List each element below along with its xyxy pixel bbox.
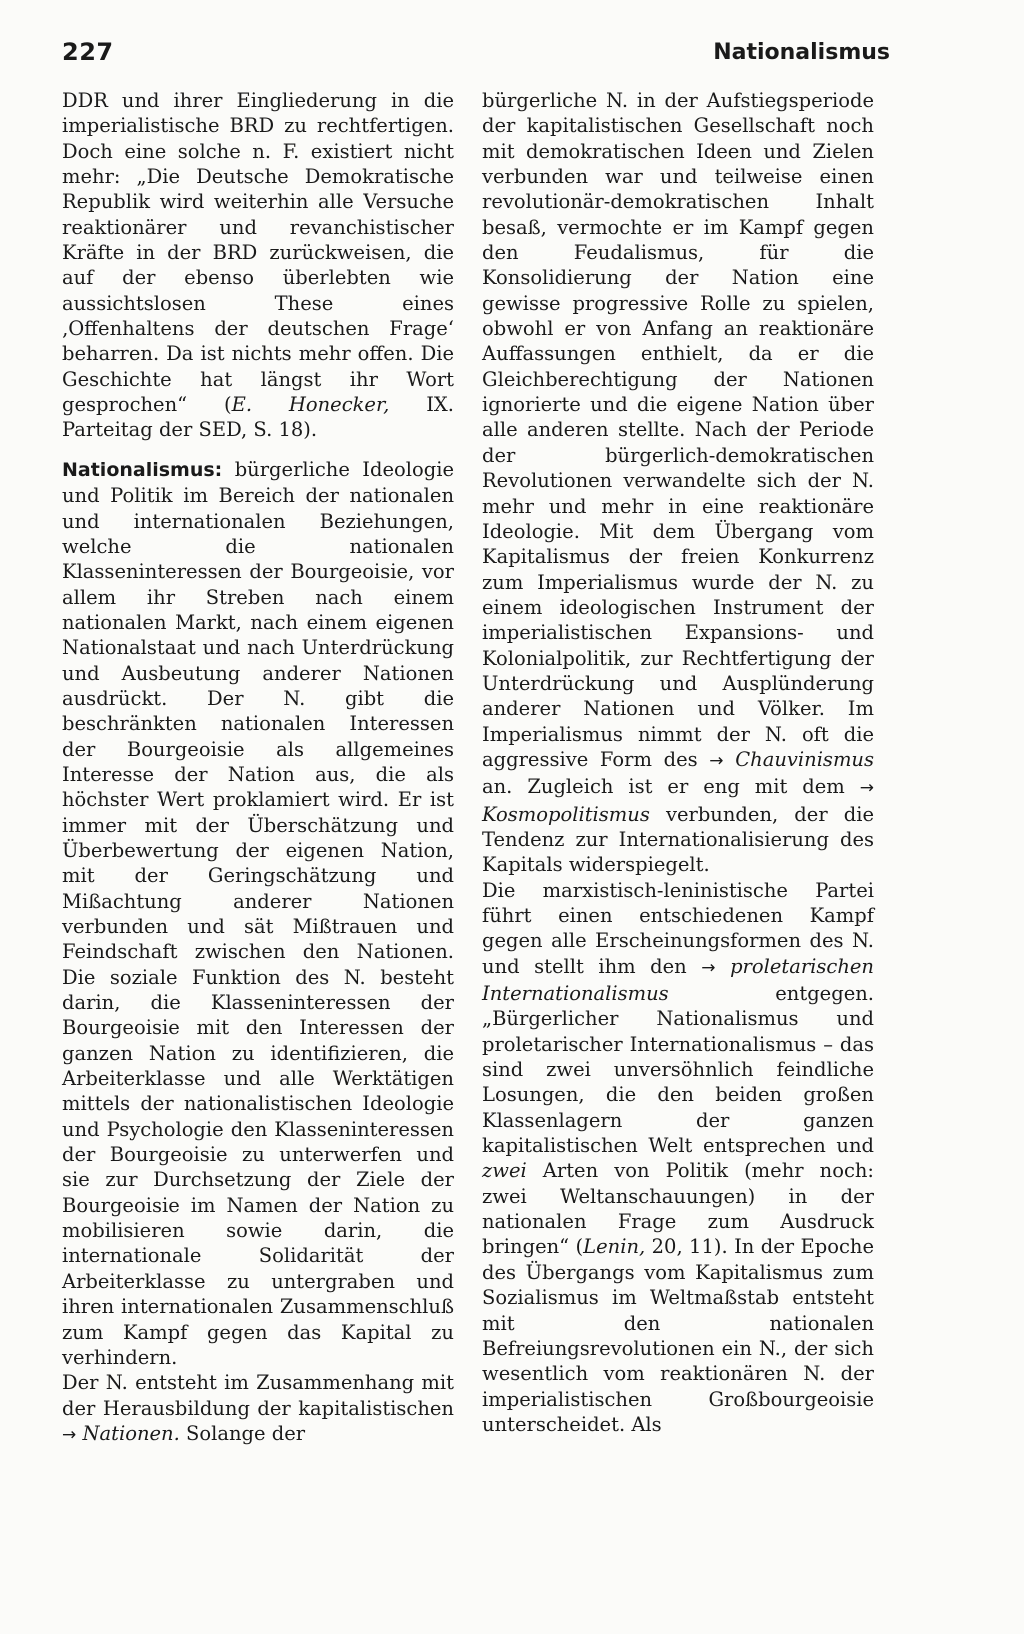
cross-reference-arrow-icon: → [62,1424,77,1445]
emphasis: zwei [482,1159,527,1183]
paragraph [482,878,874,1438]
entry-lemma: Nationalismus: [62,458,223,481]
paragraph [62,1370,454,1448]
cross-reference-arrow-icon: → [701,957,716,978]
cross-reference-arrow-icon: → [859,778,874,799]
dictionary-entry [62,457,454,1370]
paragraph-text: IX. Parteitag der SED, S. 18). [62,393,454,442]
cross-reference: Kosmopolitismus [482,802,650,826]
paragraph-text: Solange der [179,1421,306,1445]
cross-reference: Chauvinismus [735,747,874,771]
paragraph-text: verbunden, der die Tendenz zur Internationalisierung des Kapitals widerspiegelt. [482,802,874,877]
author-citation: E. Honecker, [231,393,390,417]
page-number: 227 [62,38,114,66]
paragraph-text: 20, 11). In der Epoche des Übergangs vom Kapitalismus zum Sozialismus im Weltmaßstab entsteht mit den nationalen Befreiungsrevolutionen ein N., der sich wesentlich vom reaktionären N. der imperialistischen Großbourgeoisie unterscheidet. Als [482,1235,874,1436]
paragraph-text: bürgerliche N. in der Aufstiegsperiode der kapitalistischen Gesellschaft noch mit demokratischen Ideen und Zielen verbunden war und teilweise einen revolutionär-demokratischen Inhalt besaß, vermochte er im Kampf gegen den Feudalismus, für die Konsolidierung der Nation eine gewisse progressive Rolle zu spielen, obwohl er von Anfang an reaktionäre Auffassungen enthielt, da er die Gleichberechtigung der Nationen ignorierte und die eigene Nation über alle anderen stellte. Nach der Periode der bürgerlich-demokratischen Revolutionen verwandelte sich der N. mehr und mehr in eine reaktionäre Ideologie. Mit dem Übergang vom Kapitalismus der freien Konkurrenz zum Imperialismus wurde der N. zu einem ideologischen Instrument der imperialistischen Expansions- und Kolonialpolitik, zur Rechtfertigung der Unterdrückung und Ausplünderung anderer Nationen und Völker. Im Imperialismus nimmt der N. oft die aggressive Form des [482,89,874,771]
paragraph [482,88,874,878]
paragraph-text: Der N. entsteht im Zusammenhang mit der Herausbildung der kapitalistischen [62,1371,454,1420]
entry-definition: bürgerliche Ideologie und Politik im Bereich der nationalen und internationalen Beziehungen, welche die nationalen Klasseninteressen der Bourgeoisie, vor allem ihr Streben nach einem nationalen Markt, nach einem eigenen Nationalstaat und nach Unterdrückung und Ausbeutung anderer Nationen ausdrückt. Der N. gibt die beschränkten nationalen Interessen der Bourgeoisie als allgemeines Interesse der Nation aus, die als höchster Wert proklamiert wird. Er ist immer mit der Überschätzung und Überbewertung der eigenen Nation, mit der Geringschätzung und Mißachtung anderer Nationen verbunden und sät Mißtrauen und Feindschaft zwischen den Nationen. Die soziale Funktion des N. besteht darin, die Klasseninteressen der Bourgeoisie mit den Interessen der ganzen Nation zu identifizieren, die Arbeiterklasse und alle Werktätigen mittels der nationalistischen Ideologie und Psychologie den Klasseninteressen der Bourgeoisie zu unterwerfen und sie zur Durchsetzung der Ziele der Bourgeoisie im Namen der Nation zu mobilisieren sowie darin, die internationale Solidarität der Arbeiterklasse zu untergraben und ihren internationalen Zusammenschluß zum Kampf gegen das Kapital zu verhindern. [62,457,454,1369]
paragraph-text: entgegen. „Bürgerlicher Nationalismus und proletarischer Internationalismus – das sind zwei unversöhnlich feindliche Losungen, die den beiden großen Klassenlagern der ganzen kapitalistischen Welt entsprechen und [482,982,874,1158]
paragraph-text: Arten von Politik (mehr noch: zwei Weltanschauungen) in der nationalen Frage zum Ausdruck bringen“ ( [482,1159,874,1259]
right-column [482,88,874,1437]
author-citation: Lenin, [583,1235,646,1259]
cross-reference-arrow-icon: → [709,750,724,771]
paragraph-text: DDR und ihrer Eingliederung in die imperialistische BRD zu rechtfertigen. Doch eine solche n. F. existiert nicht mehr: „Die Deutsche Demokratische Republik wird weiterhin alle Versuche reaktionärer und revanchistischer Kräfte in der BRD zurückweisen, die auf der ebenso überlebten wie aussichtslosen These eines ‚Offenhaltens der deutschen Frage‘ beharren. Da ist nichts mehr offen. Die Geschichte hat längst ihr Wort gesprochen“ ( [62,89,454,417]
continued-paragraph [62,88,454,443]
cross-reference: Nationen. [82,1421,180,1445]
left-column [62,88,454,1448]
paragraph-text: Die marxistisch-leninistische Partei führt einen entschiedenen Kampf gegen alle Erscheinungsformen des N. und stellt ihm den [482,878,874,978]
cross-reference: proletarischen Internationalismus [482,954,874,1006]
paragraph-text: an. Zugleich ist er eng mit dem [482,775,860,799]
running-title: Nationalismus [713,40,890,65]
